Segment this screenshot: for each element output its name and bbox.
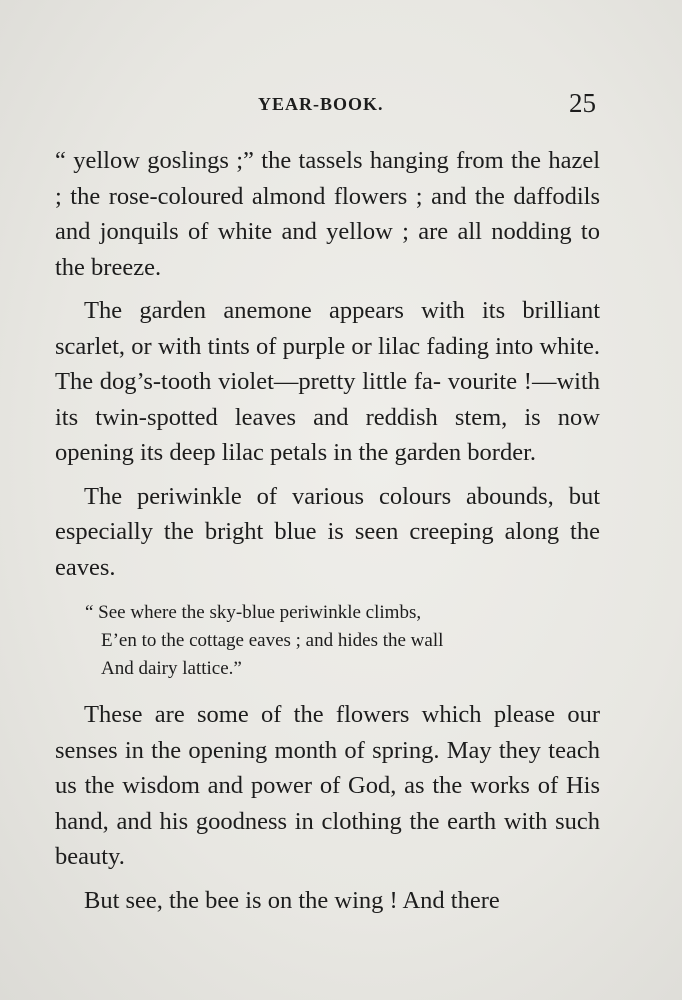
running-head: YEAR-BOOK. <box>258 94 384 114</box>
paragraph-5: But see, the bee is on the wing ! And there <box>84 886 500 914</box>
paragraph-4: These are some of the flowers which please our senses in the opening month of spring. May they teach us the wisdom and power of God, as the works of His hand, and his goodness in clothing the earth with such beauty. <box>55 701 600 870</box>
verse-line-1: “ See where the sky-blue periwinkle climbs, <box>85 602 422 623</box>
paragraph-1: “ yellow goslings ;” the tassels hanging from the hazel ; the rose-coloured almond flowers ; and the daffodils and jonquils of white and yellow ; are all nodding to the breeze. <box>55 147 600 281</box>
verse-quotation <box>85 599 600 683</box>
verse-line-2: E’en to the cottage eaves ; and hides the wall <box>101 630 444 651</box>
paragraph-2: The garden anemone appears with its brilliant scarlet, or with tints of purple or lilac fading into white. The dog’s-tooth violet—pretty little fa- vourite !—with its twin-spotted leaves and reddish stem, is now opening its deep lilac petals in the garden border. <box>55 297 600 466</box>
page-number: 25 <box>569 88 596 118</box>
verse-line-3: And dairy lattice.” <box>101 658 242 679</box>
body-text <box>55 143 600 918</box>
page-header <box>0 88 682 128</box>
paragraph-3: The periwinkle of various colours abounds, but especially the bright blue is seen creeping along the eaves. <box>55 482 600 581</box>
